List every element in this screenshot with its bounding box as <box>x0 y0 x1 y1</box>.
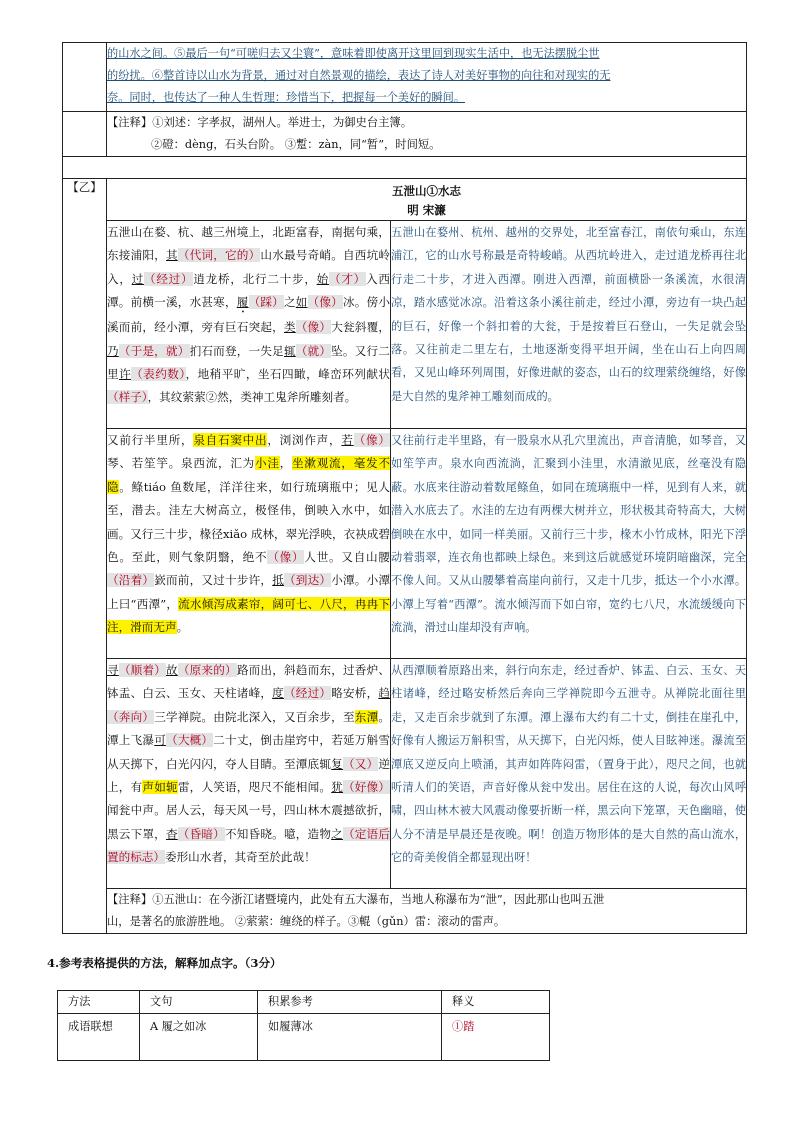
gloss-note: （像） <box>353 433 390 447</box>
cell-method: 成语联想 <box>58 1014 140 1061</box>
gloss-note: （昏暗） <box>177 826 225 841</box>
passage-title: 五泄山①水志 <box>392 184 461 198</box>
gloss-word: 许 <box>119 367 132 382</box>
note-line-1: 【注释】①刘述：字孝叔，湖州人。举进士，为御史台主簿。 <box>107 116 413 129</box>
header-method: 方法 <box>58 991 140 1014</box>
gloss-note: （沿着） <box>107 573 155 588</box>
header-sentence: 文句 <box>140 991 258 1014</box>
highlight-phrase: 泉自石窦中出 <box>193 433 268 447</box>
gloss-word: 其 <box>166 248 178 263</box>
translation-line-1: 的山水之间。⑤最后一句“可嗟归去又尘寰”，意味着即使离开这里回到现实生活中，也无法摆脱尘世 <box>107 47 600 60</box>
highlight-phrase: 坐漱观流，毫发不隐 <box>107 456 390 494</box>
question-4-title: 4.参考表格提供的方法，解释加点字。（3分） <box>47 956 282 970</box>
original-paragraph-1: 五泄山在婺、杭、越三州境上，北距富春，南据句乘，东接浦阳，其（代词，它的）山水最号奇峭。自西坑岭入，过（经过）逍龙桥，北行二十步，始（才）入西潭。前横一溪，水甚寒，履（踩）之如（像）冰。傍小溪而前，经小潭，旁有巨石突起，类（像）大瓮斜覆，乃（于是，就）扪石而登，一失足辄（就）坠。又行二里许（表约数），地稍平旷，坐石四瞰，峰峦环列献状（样子），其纹萦萦②然，类神工鬼斧所雕刻者。 <box>107 221 391 429</box>
gloss-word: 乃 <box>107 343 119 358</box>
gloss-note: （又） <box>342 756 379 771</box>
gloss-word: 如 <box>295 295 308 310</box>
translation-paragraph-2: 又往前行走半里路，有一股泉水从孔穴里流出，声音清脆，如琴音，又如笙竽声。泉水向西流淌，汇聚到小洼里，水清澈见底，丝毫没有隐蔽。水底来往游动着数尾鲦鱼，如同在琉璃瓶中一样，见到有人来，就潜入水底去了。水洼的左边有两棵大树并立，形状极其奇特高大，大树倒映在水中，如同一样美丽。又前行三十步，椽木小竹成林，阳光下浮动着翡翠，连衣角也都映上绿色。来到这后就感觉环境阴暗幽深，完全不像人间。又从山腰攀着高崖向前行，又走十几步，抵达一个小水潭。小潭上写着“西潭”。流水倾泻而下如白帘，宽约七八尺，水流缓缓向下流淌，滑过山崖却没有声响。 <box>391 429 747 659</box>
poem-translation-end <box>107 43 747 112</box>
gloss-note: （定语后置的标志） <box>107 826 390 865</box>
gloss-note: （经过） <box>144 271 194 286</box>
header-reference: 积累参考 <box>258 991 442 1014</box>
gloss-note: （奔向） <box>107 709 155 724</box>
translation-paragraph-1: 五泄山在婺州、杭州、越州的交界处，北至富春江，南依句乘山，东连浦江，它的山水号称最是奇特峻峭。从西坑岭进入，走过逍龙桥再往北行走二十步，才进入西潭。刚进入西潭，前面横卧一条溪流，水很清凉，踏水感觉冰凉。沿着这条小溪往前走，经过小潭，旁边有一块凸起的巨石，好像一个斜扣着的大瓮，于是按着巨石登山，一失足就会坠落。又往前走二里左右，土地逐渐变得平坦开阔，坐在山石上向四周看，又见山峰环列周围，好像进献的姿态，山石的纹理萦绕缠络，好像是大自然的鬼斧神工雕刻而成的。 <box>391 221 747 429</box>
poem-notes <box>107 112 747 157</box>
translation-paragraph-3: 从西潭顺着原路出来，斜行向东走，经过香炉、钵盂、白云、玉女、天柱诸峰，经过略安桥然后奔向三学禅院即今五泄寺。从禅院北面往里走，又走百余步就到了东潭。潭上瀑布大约有二十丈，倒挂在崖孔中，好像有人搬运万斛积雪，从天掷下，白光闪烁，使人目眩神迷。瀑流至潭底又逆反向上喷涌，其声如阵阵闷雷，（置身于此），咫尺之间，也就听清人们的笑语，声音好像从瓮中发出。居住在这的人说，每次山风呼啸，四山林木被大风震动像要折断一样，黑云向下笼罩，天色幽暗，使人分不清是早晨还是夜晚。啊！创造万物形体的是大自然的高山流水，它的奇美俊俏全都显现出呀！ <box>391 659 747 889</box>
gloss-note: （大概） <box>166 733 214 748</box>
gloss-note: （像） <box>267 550 305 565</box>
header-meaning: 释义 <box>442 991 550 1014</box>
gloss-word: 度 <box>272 686 284 701</box>
highlight-phrase: 声如轭 <box>142 780 178 795</box>
gloss-note: （才） <box>329 271 367 286</box>
highlight-phrase: 东潭 <box>354 709 379 724</box>
translation-line-3: 奈。同时，也传达了一种人生哲理：珍惜当下，把握每一个美好的瞬间。 <box>107 91 466 104</box>
gloss-word: 趋 <box>378 686 390 701</box>
gloss-word: 杳 <box>165 826 178 841</box>
gloss-note: （表约数） <box>131 367 186 382</box>
gloss-word: 故 <box>166 663 178 677</box>
gloss-note: （原来的） <box>177 663 237 677</box>
method-table <box>57 990 550 1061</box>
gloss-word: 可 <box>154 733 167 748</box>
gloss-word: 类 <box>283 320 296 335</box>
original-paragraph-3: 寻（顺着）故（原来的）路而出，斜趋而东，过香炉、钵盂、白云、玉女、天柱诸峰，度（经过）略安桥，趋（奔向）三学禅院。由院北深入，又百余步，至东潭。潭上飞瀑可（大概）二十丈，倒击崖窍中，若延万斛雪从天掷下，白光闪闪，夺人目睛。至潭底辄复（又）逆上，有声如轭雷，人笑语，咫尺不能相闻。犹（好像）闻瓮中声。居人云，每天风一号，四山林木震撼欲折，黑云下罩，杳（昏暗）不知昏晓。噫，造物之（定语后置的标志）委形山水者，其奇至於此哉！ <box>107 659 391 889</box>
gloss-note: （好像） <box>343 780 390 795</box>
cell-sentence: A 履之如冰 <box>140 1014 258 1061</box>
empty-label-cell <box>63 43 107 112</box>
passage-author: 明 宋濂 <box>407 203 446 217</box>
gloss-note: （于是，就） <box>118 343 190 358</box>
empty-label-cell <box>63 112 107 157</box>
gloss-word: 犹 <box>331 780 343 795</box>
gloss-note: （踩） <box>248 295 284 310</box>
section-label-yi: 【乙】 <box>63 179 107 934</box>
gloss-note: （像） <box>307 295 343 310</box>
passage-table <box>62 42 747 934</box>
gloss-word: 履 <box>236 295 249 310</box>
highlight-phrase: 流水倾泻成素帘，阔可七、八尺，冉冉下注，滑而无声 <box>107 596 390 635</box>
note-line-2: 山，是著名的旅游胜地。 ②萦萦：缠绕的样子。③輥（gǔn）雷：滚动的雷声。 <box>107 915 506 928</box>
gloss-note: （经过） <box>283 686 332 701</box>
gloss-word: 若 <box>341 433 354 447</box>
passage-notes <box>107 889 747 934</box>
gloss-note: （样子） <box>107 390 148 405</box>
highlight-phrase: 小洼 <box>255 456 280 471</box>
gloss-word: 辄 <box>283 343 296 358</box>
translation-line-2: 的纷扰。⑥整首诗以山水为背景，通过对自然景观的描绘，表达了诗人对美好事物的向往和对现实的无 <box>107 69 611 82</box>
answer-cell[interactable]: ①踏 <box>442 1014 550 1061</box>
gloss-note: （代词，它的） <box>177 248 261 263</box>
gloss-word: 之 <box>331 826 343 841</box>
original-paragraph-2: 又前行半里所，泉自石窦中出，浏浏作声，若（像）琴、若笙竽。泉西流，汇为小洼，坐漱观流，毫发不隐。鲦tiáo 鱼数尾，洋洋往来，如行琉璃瓶中；见人至，潜去。洼左大树高立，极怪伟，倒映入水中，如画。又行三十步，椽径xiǎo 成林，翠光浮映，衣袂成碧色。至此，则气象阴翳，绝不（像）人世。又自山腰（沿着）嶔而前，又过十步许，抵（到达）小潭。小潭上曰“西潭”，流水倾泻成素帘，阔可七、八尺，冉冉下注，滑而无声。 <box>107 429 391 659</box>
gloss-word: 始 <box>316 271 330 286</box>
spacer-row <box>63 157 747 179</box>
gloss-word: 复 <box>331 756 343 771</box>
note-line-1: 【注释】①五泄山：在今浙江诸暨境内，此处有五大瀑布，当地人称瀑布为“泄”，因此那山也叫五泄 <box>107 893 605 906</box>
passage-heading <box>107 179 747 221</box>
gloss-note: （就） <box>295 343 332 358</box>
gloss-note: （像） <box>295 320 332 335</box>
gloss-word: 寻 <box>107 663 119 677</box>
gloss-word: 过 <box>131 271 145 286</box>
gloss-note: （到达） <box>284 573 332 588</box>
note-line-2: ②磴：dèng，石头台阶。 ③蹔：zàn，同“暂”，时间短。 <box>151 138 441 151</box>
gloss-note: （顺着） <box>118 663 167 677</box>
cell-reference: 如履薄冰 <box>258 1014 442 1061</box>
gloss-word: 抵 <box>272 573 284 588</box>
